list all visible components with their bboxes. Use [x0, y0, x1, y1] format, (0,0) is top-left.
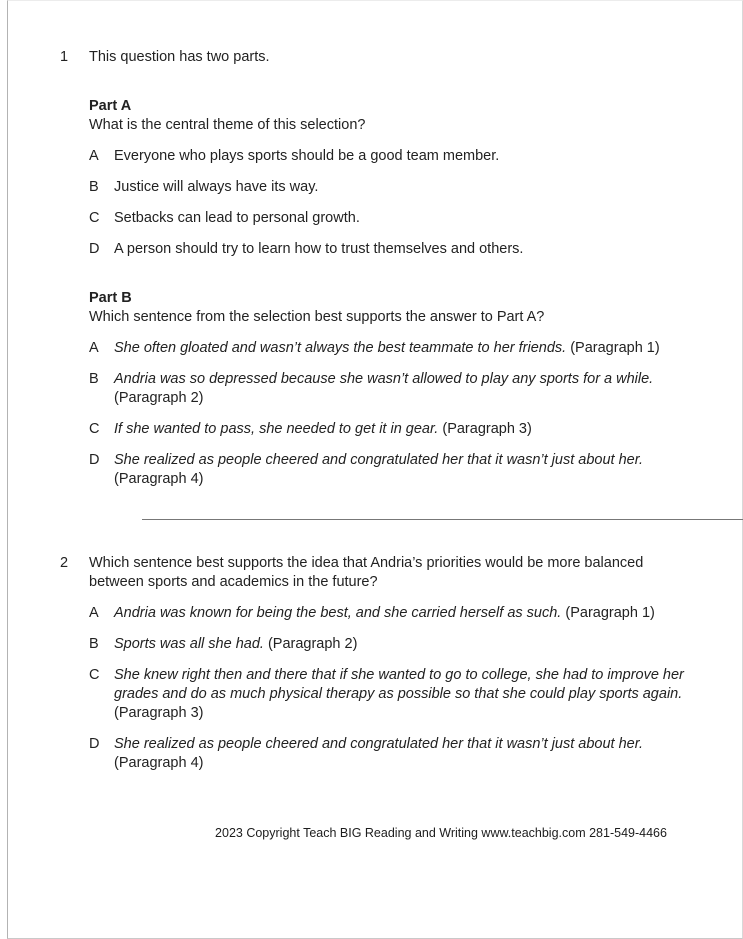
question-2-body — [89, 554, 686, 773]
option-row-d — [89, 451, 686, 489]
option-citation: (Paragraph 1) — [570, 340, 660, 356]
option-row-c — [89, 666, 686, 723]
option-letter: A — [89, 340, 99, 356]
option-citation: (Paragraph 3) — [442, 421, 532, 437]
part-b-title: Part B — [89, 290, 132, 306]
option-text — [114, 420, 692, 439]
option-quote: If she wanted to pass, she needed to get it in gear. — [114, 421, 439, 437]
option-citation: (Paragraph 2) — [267, 636, 358, 652]
option-text — [114, 735, 692, 773]
option-text — [114, 451, 692, 489]
option-text — [114, 635, 692, 654]
option-row-d — [89, 240, 686, 259]
option-letter: C — [89, 210, 100, 226]
page-footer — [141, 826, 741, 841]
option-row-a — [89, 147, 686, 166]
question-1-prompt: This question has two parts. — [89, 49, 270, 65]
option-text: Setbacks can lead to personal growth. — [114, 210, 360, 226]
option-letter: D — [89, 452, 100, 468]
question-2-number: 2 — [60, 555, 69, 571]
option-row-b — [89, 178, 686, 197]
part-a-question: What is the central theme of this selection? — [89, 117, 366, 133]
part-a — [89, 97, 686, 259]
section-divider — [142, 519, 743, 520]
option-row-a — [89, 604, 686, 623]
option-text: Justice will always have its way. — [114, 179, 319, 195]
option-citation: (Paragraph 1) — [565, 605, 655, 621]
option-row-c — [89, 209, 686, 228]
worksheet-page — [7, 0, 743, 939]
option-letter: B — [89, 179, 99, 195]
option-text: A person should try to learn how to trust themselves and others. — [114, 241, 524, 257]
option-row-b — [89, 635, 686, 654]
option-text — [114, 666, 692, 723]
option-text: Everyone who plays sports should be a good team member. — [114, 148, 500, 164]
question-2-prompt: Which sentence best supports the idea that Andria’s priorities would be more balanced between sports and academics in the future? — [89, 555, 644, 590]
option-citation: (Paragraph 2) — [114, 390, 204, 406]
option-quote: She realized as people cheered and congratulated her that it wasn’t just about her. — [114, 736, 644, 752]
part-a-options — [89, 147, 686, 259]
question-1-body — [89, 48, 686, 489]
option-quote: Sports was all she had. — [114, 636, 264, 652]
option-letter: D — [89, 241, 100, 257]
question-2-options — [89, 604, 686, 773]
part-a-title: Part A — [89, 98, 132, 114]
option-quote: She realized as people cheered and congratulated her that it wasn’t just about her. — [114, 452, 644, 468]
option-citation: (Paragraph 3) — [114, 705, 204, 721]
option-citation: (Paragraph 4) — [114, 755, 204, 771]
footer-text: 2023 Copyright Teach BIG Reading and Writing www.teachbig.com 281-549-4466 — [215, 826, 667, 840]
option-letter: D — [89, 736, 100, 752]
option-letter: A — [89, 148, 99, 164]
option-letter: A — [89, 605, 99, 621]
question-1 — [8, 48, 742, 489]
option-row-b — [89, 370, 686, 408]
option-quote: Andria was so depressed because she wasn’t allowed to play any sports for a while. — [114, 371, 654, 387]
question-1-number: 1 — [60, 49, 69, 65]
page-content — [8, 1, 742, 841]
option-letter: C — [89, 421, 100, 437]
option-letter: B — [89, 371, 99, 387]
option-row-d — [89, 735, 686, 773]
option-quote: She often gloated and wasn’t always the best teammate to her friends. — [114, 340, 567, 356]
part-b — [89, 289, 686, 489]
part-b-options — [89, 339, 686, 489]
option-text — [114, 339, 692, 358]
question-2 — [8, 554, 742, 773]
option-text — [114, 370, 692, 408]
option-letter: B — [89, 636, 99, 652]
option-quote: She knew right then and there that if she wanted to go to college, she had to improve her grades and do as much physical therapy as possible so that she could play sports again. — [114, 667, 684, 702]
part-b-question: Which sentence from the selection best supports the answer to Part A? — [89, 309, 545, 325]
option-row-a — [89, 339, 686, 358]
option-citation: (Paragraph 4) — [114, 471, 204, 487]
option-quote: Andria was known for being the best, and she carried herself as such. — [114, 605, 562, 621]
option-text — [114, 604, 692, 623]
option-row-c — [89, 420, 686, 439]
option-letter: C — [89, 667, 100, 683]
